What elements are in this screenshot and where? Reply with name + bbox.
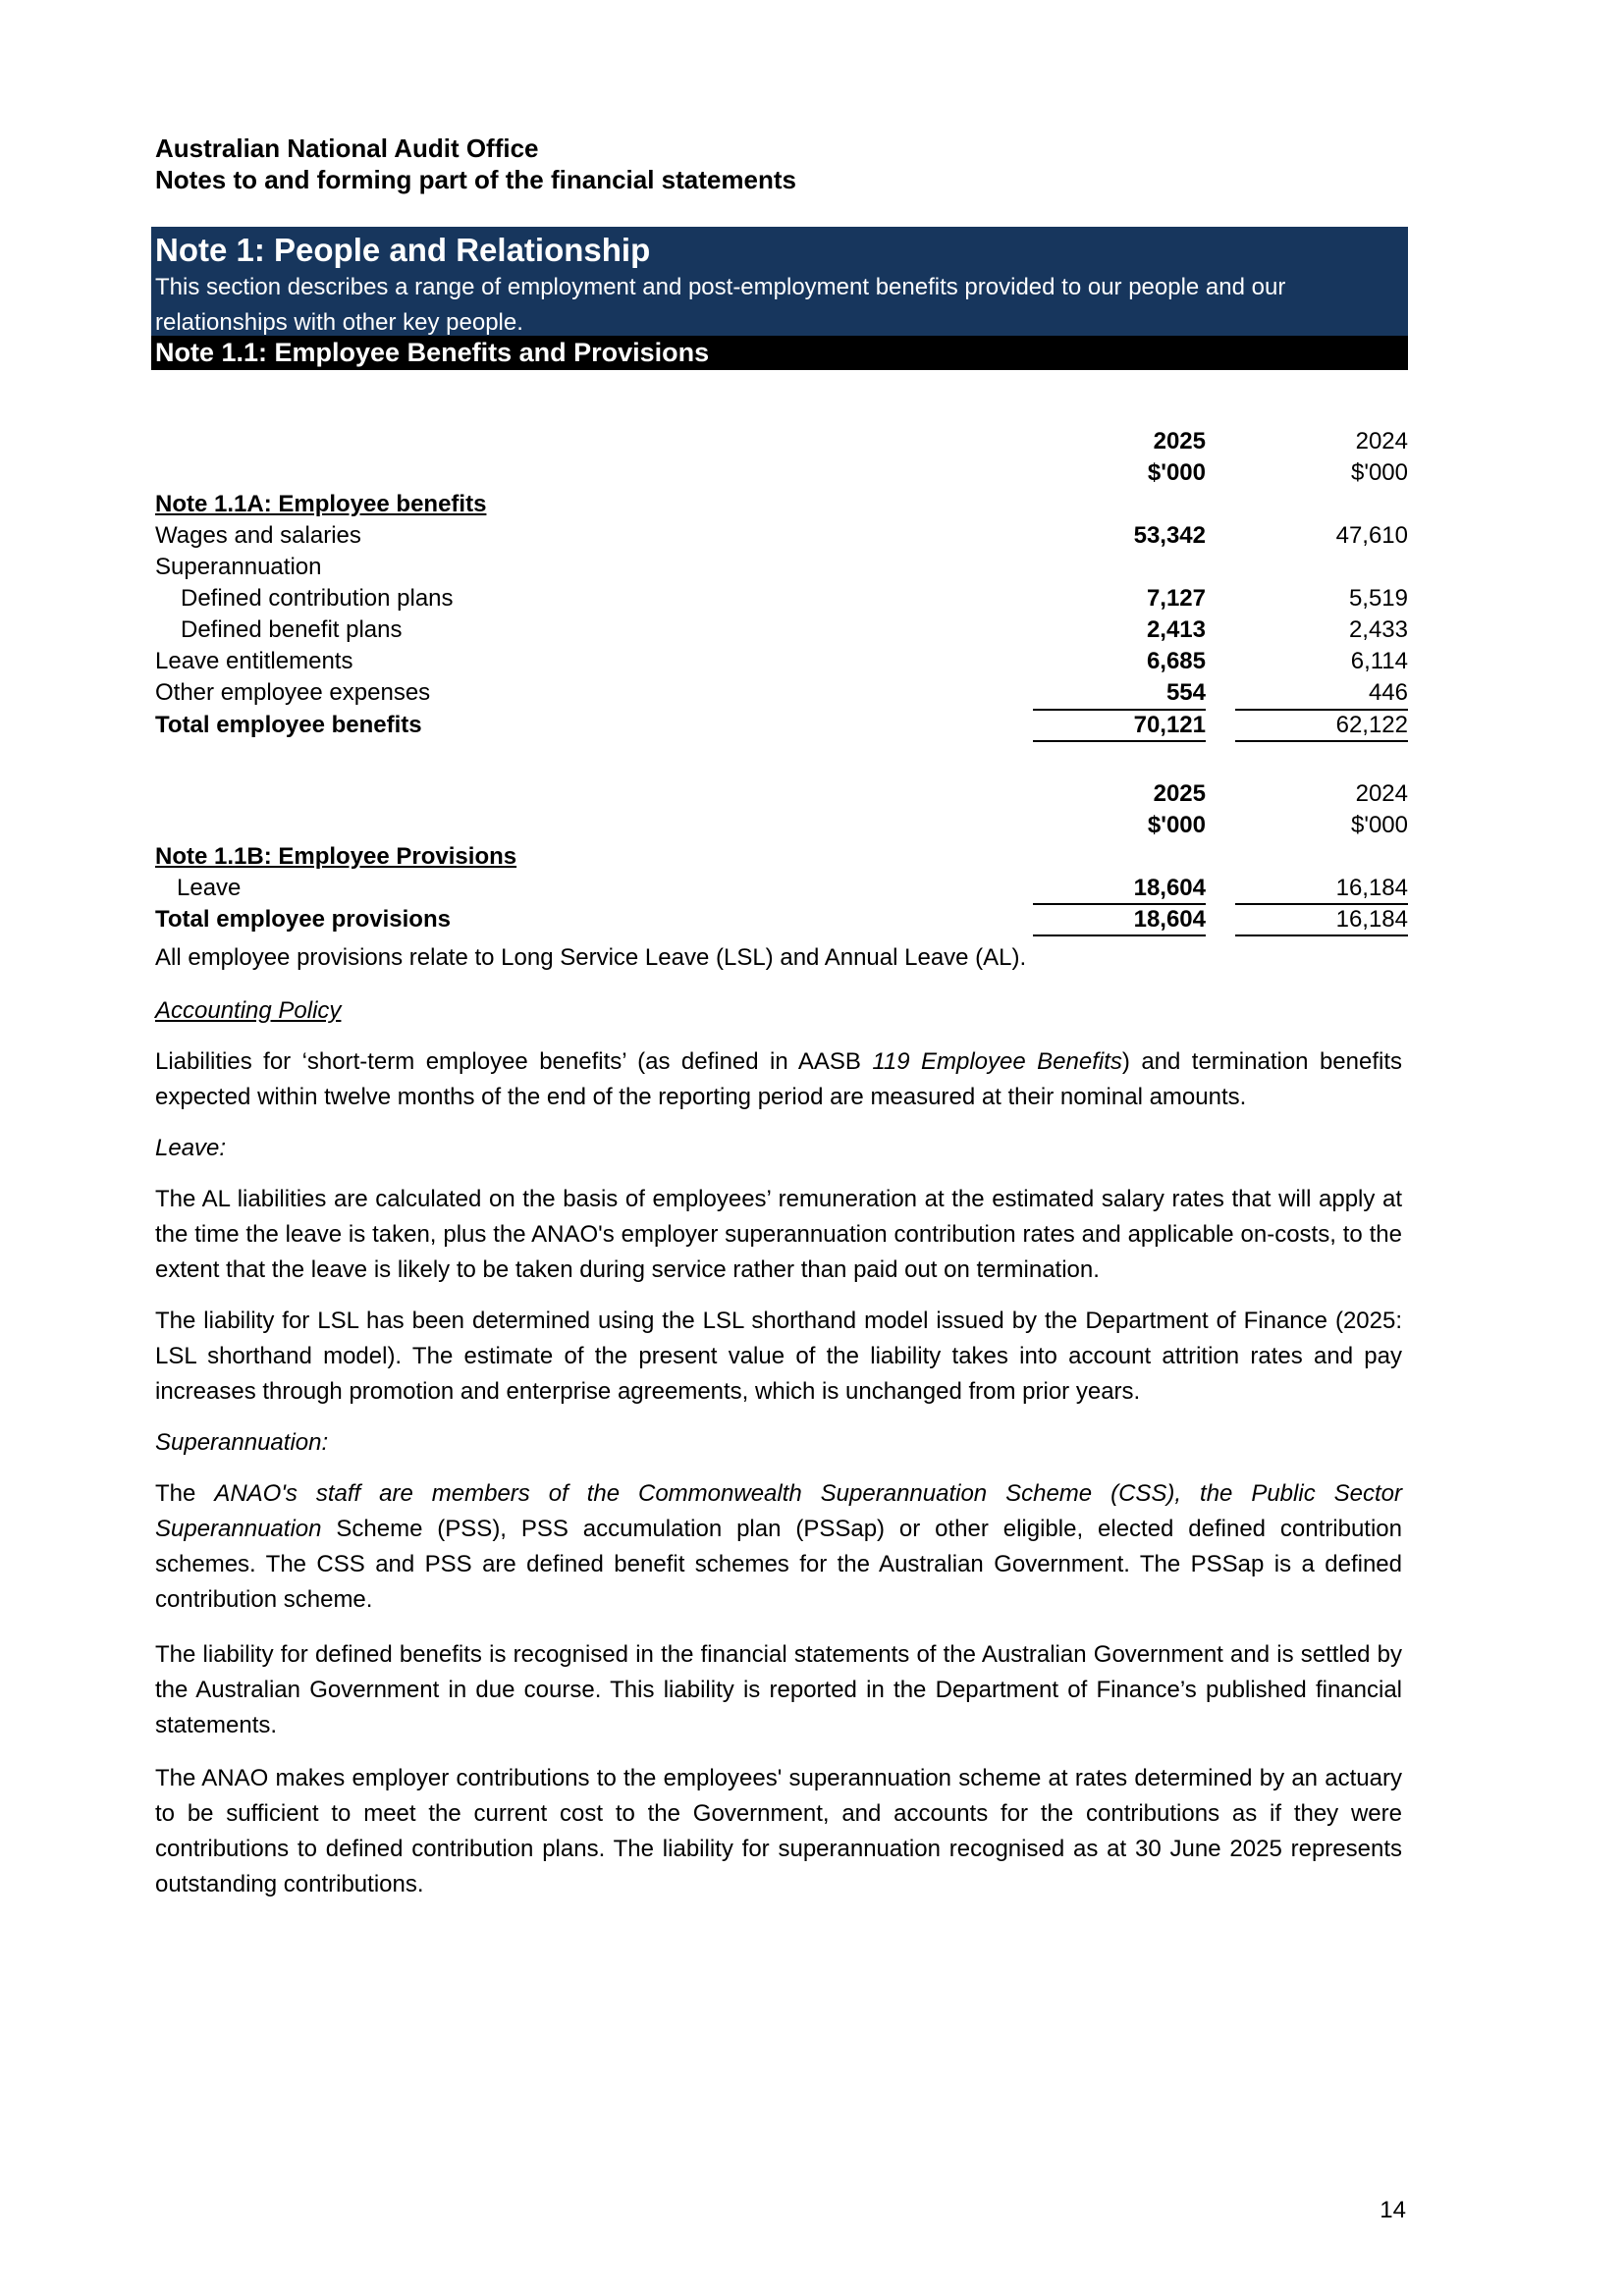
row-value-prior: 2,433: [1348, 616, 1408, 643]
text-run-italic: ANAO's staff are members of the Commonwealth Superannuation Scheme (CSS), the Public Sector Superannuation: [155, 1480, 1402, 1542]
document-subtitle: Notes to and forming part of the financial statements: [155, 165, 796, 194]
total-rule: [1235, 740, 1408, 742]
section-description: This section describes a range of employment and post-employment benefits provided to our people and our relationships with other key people.: [155, 274, 1286, 336]
paragraph-short-term-benefits: [155, 1044, 1402, 1115]
paragraph-defined-benefits: The liability for defined benefits is recognised in the financial statements of the Australian Government and is settled by the Australian Government in due course. This liability is reported in the Department of Finance’s published financial statements.: [155, 1641, 1402, 1738]
row-value-current: 7,127: [1146, 585, 1206, 612]
standard-reference: 119 Employee Benefits: [872, 1048, 1122, 1075]
row-value-prior: 446: [1368, 679, 1408, 706]
row-label: Wages and salaries: [155, 522, 361, 549]
row-value-prior: 47,610: [1335, 522, 1408, 549]
row-label: Leave: [177, 875, 242, 901]
row-value-current: 2,413: [1146, 616, 1206, 643]
total-label: Total employee benefits: [155, 712, 422, 738]
row-label: Leave entitlements: [155, 648, 353, 674]
column-year-current: 2025: [1153, 780, 1206, 807]
row-label: Superannuation: [155, 554, 322, 580]
total-rule: [1033, 740, 1206, 742]
column-year-current: 2025: [1153, 428, 1206, 454]
table-heading: Note 1.1A: Employee benefits: [155, 491, 487, 517]
column-unit-current: $'000: [1147, 812, 1206, 838]
total-rule: [1033, 934, 1206, 936]
total-rule: [1235, 934, 1408, 936]
row-value-prior: 6,114: [1350, 648, 1408, 674]
subsection-title: Note 1.1: Employee Benefits and Provisions: [155, 338, 710, 367]
row-value-current: 554: [1165, 679, 1206, 706]
row-value-prior: 16,184: [1335, 875, 1408, 901]
policy-heading-text: Accounting Policy: [155, 997, 342, 1024]
row-label: Other employee expenses: [155, 679, 431, 706]
total-value-prior: 16,184: [1335, 906, 1408, 933]
table-heading: Note 1.1B: Employee Provisions: [155, 843, 517, 870]
superannuation-heading: Superannuation:: [155, 1429, 329, 1456]
row-label: Defined contribution plans: [181, 585, 454, 612]
total-value-prior: 62,122: [1335, 712, 1408, 738]
text-run: Liabilities for ‘short-term employee benefits’ (as defined in AASB: [155, 1048, 873, 1075]
leave-heading: Leave:: [155, 1135, 227, 1161]
column-unit-prior: $'000: [1351, 459, 1408, 486]
column-year-prior: 2024: [1355, 780, 1408, 807]
total-value-current: 70,121: [1133, 712, 1206, 738]
page-number: 14: [1380, 2197, 1406, 2223]
total-value-current: 18,604: [1133, 906, 1206, 933]
row-value-current: 6,685: [1146, 648, 1206, 674]
paragraph-superannuation-schemes: [155, 1476, 1402, 1618]
column-unit-prior: $'000: [1351, 812, 1408, 838]
column-year-prior: 2024: [1355, 428, 1408, 454]
text-run: Scheme (PSS), PSS accumulation plan (PSSap) or other eligible, elected defined contribution schemes. The CSS and PSS are defined benefit schemes for the Australian Government. The PSSap is a defined contribution scheme.: [155, 1516, 1402, 1613]
total-label: Total employee provisions: [155, 906, 451, 933]
text-run: ) and termination benefits expected within twelve months of the end of the reporting period are measured at their nominal amounts.: [155, 1048, 1402, 1110]
text-run: The: [155, 1480, 215, 1507]
row-value-current: 53,342: [1133, 522, 1206, 549]
paragraph-annual-leave: The AL liabilities are calculated on the basis of employees’ remuneration at the estimated salary rates that will apply at the time the leave is taken, plus the ANAO's employer superannuation contribution rates and applicable on-costs, to the extent that the leave is likely to be taken during service rather than paid out on termination.: [155, 1186, 1402, 1283]
paragraph-employer-contributions: The ANAO makes employer contributions to the employees' superannuation scheme at rates determined by an actuary to be sufficient to meet the current cost to the Government, and accounts for the contributions as if they were contributions to defined contribution plans. The liability for superannuation recognised as at 30 June 2025 represents outstanding contributions.: [155, 1765, 1402, 1897]
row-value-current: 18,604: [1133, 875, 1206, 901]
section-title: Note 1: People and Relationship: [155, 232, 651, 268]
paragraph-long-service-leave: The liability for LSL has been determined using the LSL shorthand model issued by the Department of Finance (2025: LSL shorthand model). The estimate of the present value of the liability takes into account attrition rates and pay increases through promotion and enterprise agreements, which is unchanged from prior years.: [155, 1308, 1402, 1405]
row-label: Defined benefit plans: [181, 616, 403, 643]
subsection-bar: [151, 336, 1408, 370]
policy-heading: [155, 993, 1402, 1029]
provisions-footnote: All employee provisions relate to Long Service Leave (LSL) and Annual Leave (AL).: [155, 944, 1027, 971]
column-unit-current: $'000: [1147, 459, 1206, 486]
org-name: Australian National Audit Office: [155, 133, 539, 163]
section-banner: [151, 227, 1408, 370]
row-value-prior: 5,519: [1348, 585, 1408, 612]
